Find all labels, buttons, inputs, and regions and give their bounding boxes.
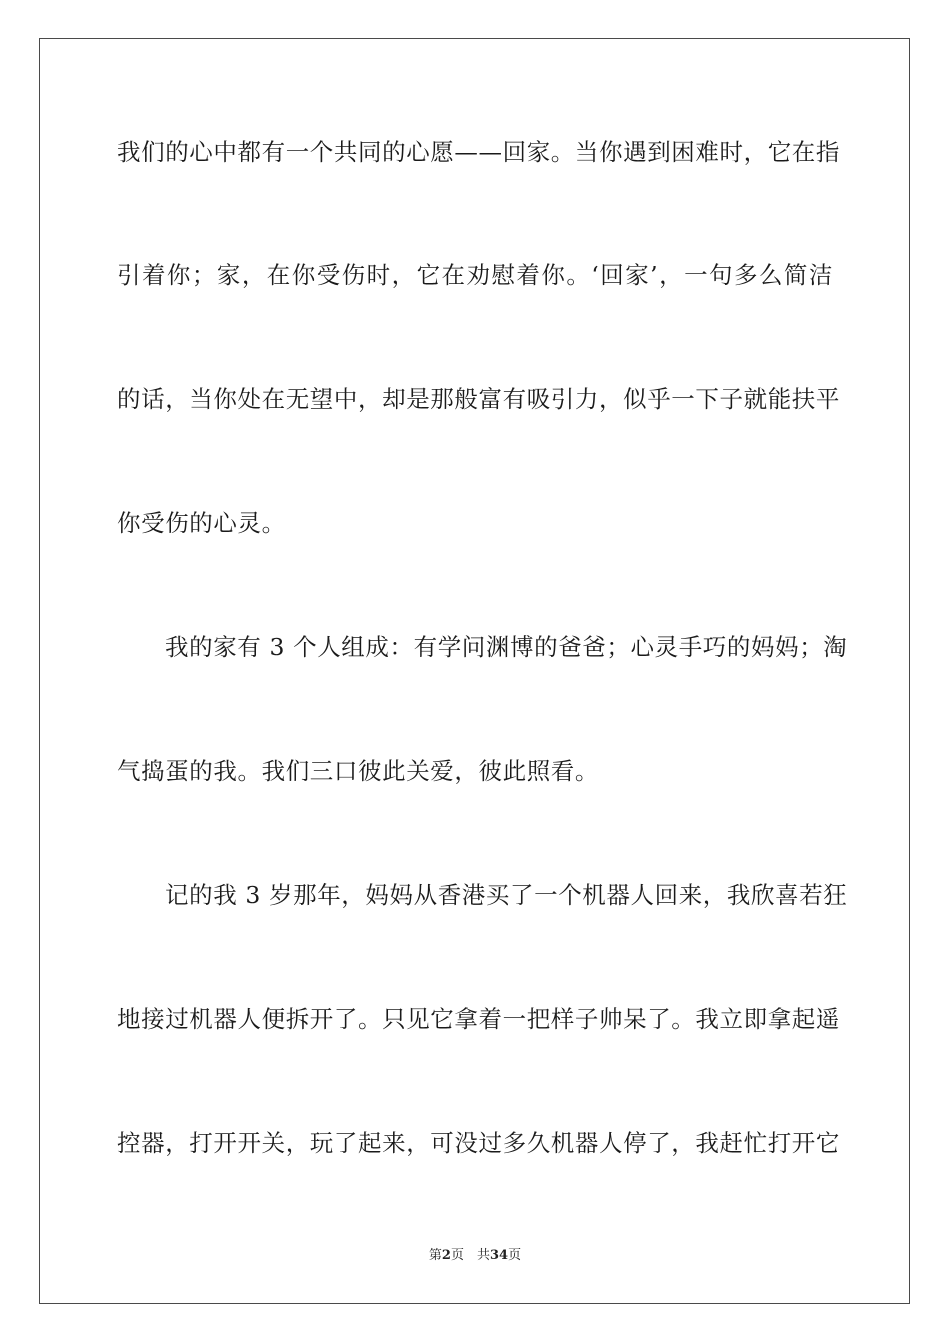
page-border [39, 38, 910, 1304]
body-text-line: 引着你；家，在你受伤时，它在劝慰着你。‘回家’，一句多么简洁 [117, 261, 833, 289]
body-text-line: 控器，打开开关，玩了起来，可没过多久机器人停了，我赶忙打开它 [117, 1129, 840, 1157]
body-text-line: 地接过机器人便拆开了。只见它拿着一把样子帅呆了。我立即拿起遥 [117, 1005, 840, 1033]
page-label-prefix: 第 [428, 1248, 442, 1263]
paragraph-first-line: 记的我 3 岁那年，妈妈从香港买了一个机器人回来，我欣喜若狂 [165, 881, 848, 909]
body-text-line: 你受伤的心灵。 [117, 509, 286, 537]
page-footer [0, 1247, 950, 1265]
page-label-suffix: 页 [508, 1248, 522, 1263]
current-page-number: 2 [441, 1248, 451, 1263]
body-text-line: 的话，当你处在无望中，却是那般富有吸引力，似乎一下子就能扶平 [117, 385, 840, 413]
total-page-count: 34 [489, 1248, 509, 1263]
body-text-line: 我们的心中都有一个共同的心愿——回家。当你遇到困难时，它在指 [117, 138, 840, 166]
page-label-mid: 页 共 [450, 1248, 490, 1263]
paragraph-first-line: 我的家有 3 个人组成：有学问渊博的爸爸；心灵手巧的妈妈；淘 [165, 633, 848, 661]
body-text-line: 气捣蛋的我。我们三口彼此关爱，彼此照看。 [117, 757, 599, 785]
